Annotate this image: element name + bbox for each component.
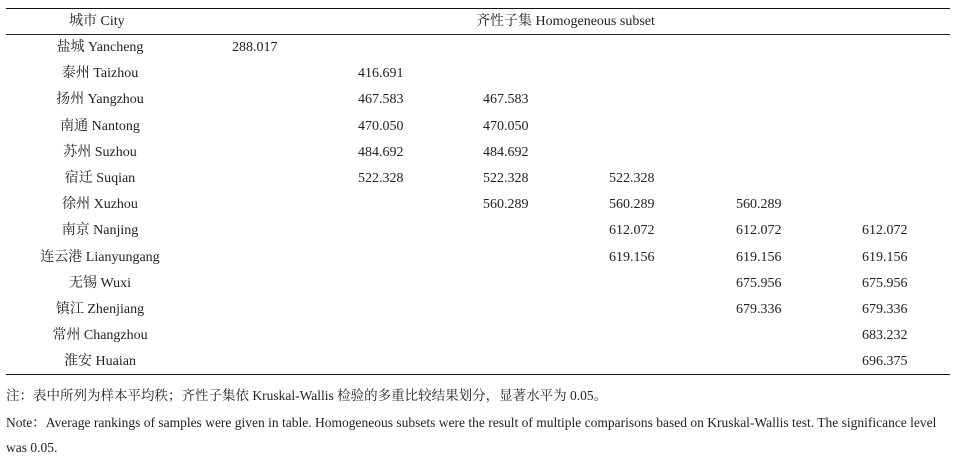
table-row [0,192,954,218]
city-cell: 扬州 Yangzhou [56,92,144,108]
subset-value-cell: 560.289 [736,197,782,213]
table-row [0,87,954,113]
table-row [0,218,954,244]
subset-value-cell: 612.072 [736,223,782,239]
table-row [0,271,954,297]
table-row [0,114,954,140]
subset-value-cell: 467.583 [358,92,404,108]
subset-value-cell: 612.072 [862,223,908,239]
table-note-chinese: 注：表中所列为样本平均秩；齐性子集依 Kruskal-Wallis 检验的多重比较结果划分，显著水平为 0.05。 [6,388,608,403]
city-cell: 宿迁 Suqian [64,171,136,186]
subset-value-cell: 675.956 [736,275,782,291]
subset-value-cell: 484.692 [483,144,529,160]
table-row [0,140,954,166]
city-cell: 淮安 Huaian [64,354,136,370]
city-cell: 无锡 Wuxi [68,275,132,291]
city-cell: 连云港 Lianyungang [40,249,160,265]
city-cell: 南京 Nanjing [61,223,139,239]
table-top-rule [6,8,950,9]
subset-value-cell: 612.072 [609,223,655,239]
subset-value-cell: 696.375 [862,354,908,370]
table-row [0,349,954,375]
table-row [0,61,954,87]
subset-value-cell: 683.232 [862,328,908,344]
city-cell: 盐城 Yancheng [56,40,144,55]
table-row [0,323,954,349]
subset-value-cell: 619.156 [609,249,655,265]
subset-value-cell: 679.336 [736,302,782,317]
subset-value-cell: 619.156 [862,249,908,265]
city-cell: 苏州 Suzhou [63,144,137,160]
table-row [0,245,954,271]
subset-value-cell: 560.289 [483,197,529,213]
table-row [0,166,954,192]
subset-value-cell: 484.692 [358,144,404,160]
city-cell: 南通 Nantong [60,118,140,134]
table-row [0,35,954,61]
subset-value-cell: 470.050 [358,118,404,134]
table-bottom-rule [6,374,950,375]
table-row [0,297,954,323]
subset-value-cell: 675.956 [862,275,908,291]
city-cell: 常州 Changzhou [52,328,148,344]
subset-value-cell: 679.336 [862,302,908,317]
table-note-english: Note：Average rankings of samples were given in table. Homogeneous subsets were the result of multiple comparisons based on Kruskal-Wallis test. The significance level was 0.05. [6,415,937,455]
subset-value-cell: 288.017 [232,40,278,55]
column-header-city: 城市 City [69,14,125,29]
city-cell: 泰州 Taizhou [61,66,139,82]
subset-value-cell: 470.050 [483,118,529,134]
subset-value-cell: 560.289 [609,197,655,213]
city-cell: 镇江 Zhenjiang [55,302,145,317]
subset-value-cell: 522.328 [483,171,529,186]
subset-value-cell: 619.156 [736,249,782,265]
column-header-homogeneous-subset: 齐性子集 Homogeneous subset [476,14,655,29]
subset-value-cell: 467.583 [483,92,529,108]
city-cell: 徐州 Xuzhou [62,197,138,213]
subset-value-cell: 522.328 [358,171,404,186]
subset-value-cell: 416.691 [358,66,404,82]
subset-value-cell: 522.328 [609,171,655,186]
